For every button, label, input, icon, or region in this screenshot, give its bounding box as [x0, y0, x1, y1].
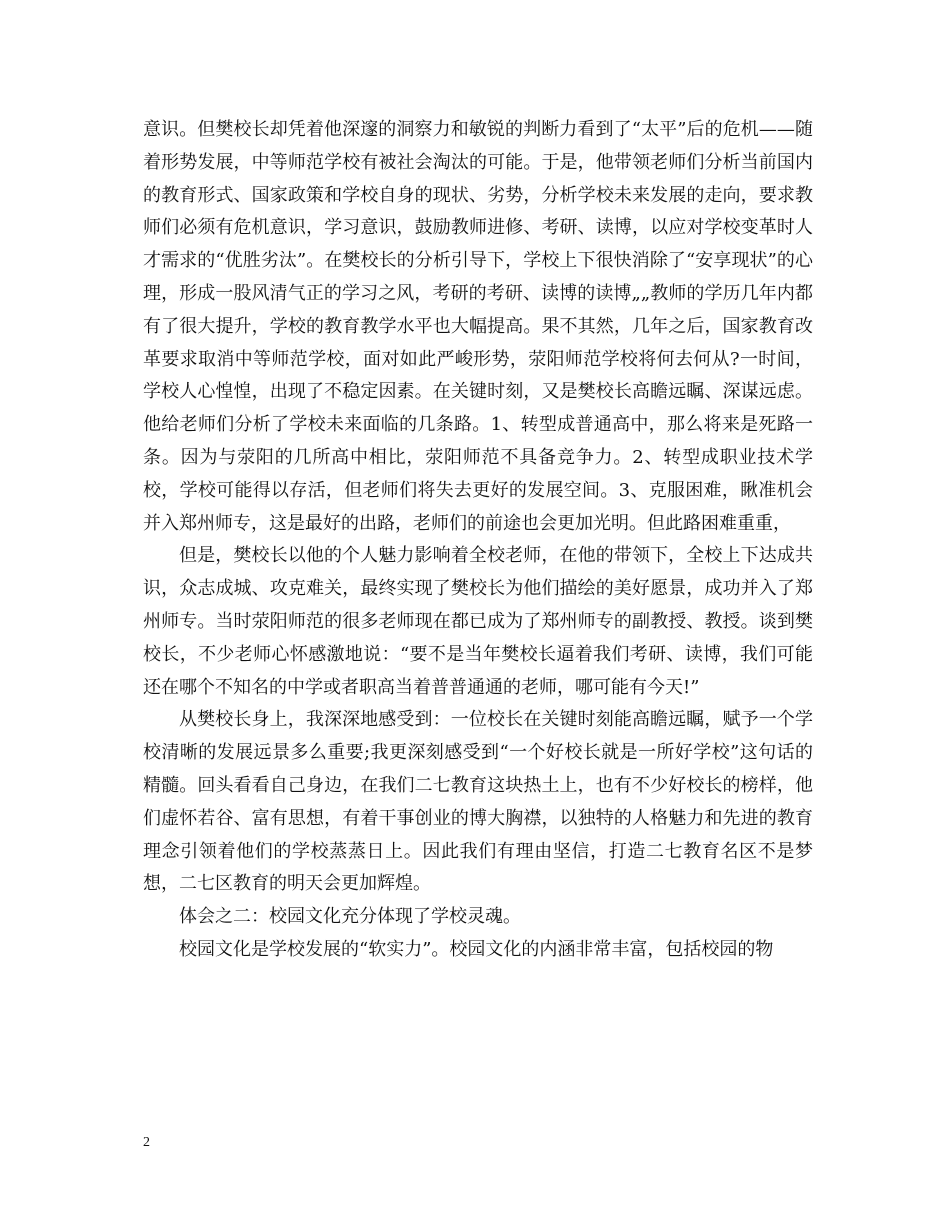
- paragraph-fan-influence: 但是，樊校长以他的个人魅力影响着全校老师，在他的带领下，全校上下达成共识，众志成城、攻克难关，最终实现了樊校长为他们描绘的美好愿景，成功并入了郑州师专。当时荥阳师范的很多老师现在都已成为了郑州师专的副教授、教授。谈到樊校长，不少老师心怀感激地说：“要不是当年樊校长逼着我们考研、读博，我们可能还在哪个不知名的中学或者职高当着普普通通的老师，哪可能有今天!”: [143, 545, 813, 698]
- section-heading-experience-two: 体会之二：校园文化充分体现了学校灵魂。: [179, 906, 521, 928]
- document-body: [143, 114, 813, 967]
- paragraph-continued: 意识。但樊校长却凭着他深邃的洞察力和敏锐的判断力看到了“太平”后的危机——随着形势发展，中等师范学校有被社会淘汰的可能。于是，他带领老师们分析当前国内的教育形式、国家政策和学校自身的现状、劣势，分析学校未来发展的走向，要求教师们必须有危机意识，学习意识，鼓励教师进修、考研、读博，以应对学校变革时人才需求的“优胜劣汰”。在樊校长的分析引导下，学校上下很快消除了“安享现状”的心理，形成一股风清气正的学习之风，考研的考研、读博的读博„„教师的学历几年内都有了很大提升，学校的教育教学水平也大幅提高。果不其然，几年之后，国家教育改革要求取消中等师范学校，面对如此严峻形势，荥阳师范学校将何去何从?一时间，学校人心惶惶，出现了不稳定因素。在关键时刻，又是樊校长高瞻远瞩、深谋远虑。他给老师们分析了学校未来面临的几条路。1、转型成普通高中，那么将来是死路一条。因为与荥阳的几所高中相比，荥阳师范不具备竞争力。2、转型成职业技术学校，学校可能得以存活，但老师们将失去更好的发展空间。3、克服困难，瞅准机会并入郑州师专，这是最好的出路，老师们的前途也会更加光明。但此路困难重重，: [143, 119, 813, 534]
- page-number: 2: [143, 1135, 150, 1150]
- paragraph-campus-culture: 校园文化是学校发展的“软实力”。校园文化的内涵非常丰富，包括校园的物: [179, 938, 774, 960]
- paragraph-principal-lesson: 从樊校长身上，我深深地感受到：一位校长在关键时刻能高瞻远瞩，赋予一个学校清晰的发展远景多么重要;我更深刻感受到“一个好校长就是一所好学校”这句话的精髓。回头看看自己身边，在我们二七教育这块热土上，也有不少好校长的榜样，他们虚怀若谷、富有思想，有着干事创业的博大胸襟，以独特的人格魅力和先进的教育理念引领着他们的学校蒸蒸日上。因此我们有理由坚信，打造二七教育名区不是梦想，二七区教育的明天会更加辉煌。: [143, 709, 813, 895]
